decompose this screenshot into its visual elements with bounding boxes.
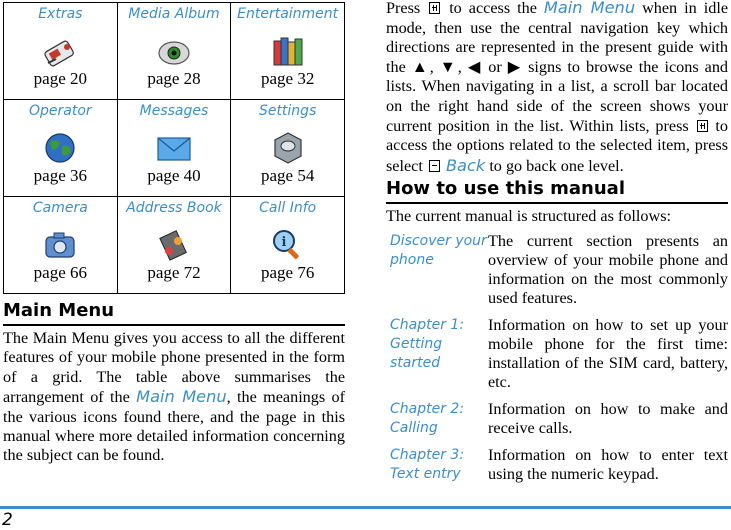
menu-key-icon bbox=[697, 120, 708, 132]
grid-cell-media-album bbox=[117, 3, 231, 100]
grid-cell-page: page 20 bbox=[33, 69, 87, 88]
paragraph-text: to go back one level. bbox=[489, 156, 624, 175]
grid-cell-settings bbox=[231, 100, 345, 197]
paragraph-text: to access the bbox=[449, 0, 537, 17]
chapter-name: Chapter 2: Calling bbox=[390, 401, 465, 436]
main-menu-link: Main Menu bbox=[543, 0, 636, 17]
grid-cell-title: Messages bbox=[139, 103, 209, 119]
grid-cell-camera bbox=[4, 197, 118, 294]
grid-cell-page: page 72 bbox=[147, 263, 201, 282]
main-menu-grid bbox=[3, 2, 345, 294]
grid-cell-page: page 54 bbox=[260, 166, 315, 185]
camera-icon bbox=[42, 227, 78, 263]
grid-cell-title: Media Album bbox=[128, 6, 220, 22]
grid-cell-title: Extras bbox=[38, 6, 83, 22]
grid-cell-page: page 32 bbox=[260, 69, 315, 88]
paragraph-text: or bbox=[488, 57, 502, 76]
grid-cell-title: Call Info bbox=[259, 200, 317, 216]
arrow-up-icon: ▲ bbox=[411, 57, 430, 76]
chapter-description: Information on how to make and receive calls. bbox=[488, 400, 728, 437]
grid-cell-page: page 40 bbox=[147, 166, 201, 185]
howto-intro: The current manual is structured as follows: bbox=[386, 207, 671, 225]
arrow-down-icon: ▼ bbox=[439, 57, 458, 76]
grid-cell-messages bbox=[117, 100, 231, 197]
grid-cell-extras bbox=[4, 3, 118, 100]
grid-cell-title: Camera bbox=[32, 200, 88, 216]
grid-cell-page: page 28 bbox=[147, 69, 201, 88]
chapter-row bbox=[386, 316, 730, 400]
back-key-icon bbox=[429, 160, 440, 172]
menu-key-icon bbox=[429, 2, 440, 14]
call-info-icon bbox=[270, 227, 306, 263]
grid-cell-page: page 36 bbox=[33, 166, 87, 185]
messages-icon bbox=[156, 130, 192, 166]
extras-icon bbox=[42, 33, 78, 69]
grid-cell-address-book bbox=[117, 197, 231, 294]
grid-cell-page: page 76 bbox=[260, 263, 315, 282]
paragraph-text: Press bbox=[386, 0, 421, 17]
navigation-paragraph: Press to access the Main Menu when in idle mode, then use the central navigation key which directions are represented in the present guide with the ▲, ▼, ◀ or ▶ signs to browse the icons and lists. When navigating in a list, a scroll bar located on the right hand side of the screen shows your current position in the list. Within lists, press to access the options related to the selected item, press select Back to go back one level. bbox=[386, 0, 729, 175]
settings-icon bbox=[270, 130, 306, 166]
page-number: 2 bbox=[2, 510, 13, 530]
operator-icon bbox=[42, 130, 78, 166]
grid-cell-operator bbox=[4, 100, 118, 197]
howto-heading: How to use this manual bbox=[386, 178, 728, 204]
chapter-description: Information on how to enter text using the numeric keypad. bbox=[488, 446, 728, 483]
grid-cell-entertainment bbox=[231, 3, 345, 100]
grid-cell-title: Operator bbox=[28, 103, 92, 119]
chapter-name: Chapter 3: Text entry bbox=[390, 447, 465, 482]
arrow-right-icon: ▶ bbox=[507, 57, 523, 76]
entertainment-icon bbox=[270, 33, 306, 69]
main-menu-paragraph bbox=[3, 329, 345, 466]
svg-text:i: i bbox=[281, 235, 287, 250]
main-menu-link: Main Menu bbox=[136, 387, 227, 407]
chapter-name: Discover your phone bbox=[390, 233, 487, 268]
grid-cell-page: page 66 bbox=[33, 263, 87, 282]
back-link: Back bbox=[445, 155, 486, 175]
media-album-icon bbox=[156, 33, 192, 69]
address-book-icon bbox=[156, 227, 192, 263]
paragraph-text: to access the options related to the selected item, press select bbox=[386, 116, 729, 175]
paragraph-text: when in idle mode, then use the central navigation key which directions are represented in the present guide with the bbox=[386, 0, 728, 76]
arrow-left-icon: ◀ bbox=[467, 57, 483, 76]
grid-cell-call-info bbox=[231, 197, 345, 294]
paragraph-text: , the meanings of the various icons found there, and the page in this manual where more detailed information concerning the subject can be found. bbox=[3, 388, 345, 465]
chapter-description: The current section presents an overview of your mobile phone and information on the most commonly used features. bbox=[488, 232, 728, 307]
grid-cell-title: Settings bbox=[258, 103, 317, 119]
chapter-name: Chapter 1: Getting started bbox=[390, 317, 465, 371]
paragraph-text: The Main Menu gives you access to all the different features of your mobile phone presented in the form of a grid. The table above summarises the arrangement of the bbox=[3, 329, 345, 407]
chapter-description: Information on how to set up your mobile phone for the first time: installation of the SIM card, battery, etc. bbox=[488, 316, 728, 391]
chapter-row bbox=[386, 400, 730, 446]
main-menu-heading: Main Menu bbox=[3, 300, 345, 326]
chapter-table bbox=[386, 232, 730, 492]
paragraph-text: signs to browse the icons and lists. When navigating in a list, a scroll bar located on the right hand side of the screen shows your current position in the list. Within lists, press bbox=[386, 57, 729, 135]
grid-cell-title: Entertainment bbox=[237, 6, 339, 22]
footer-rule bbox=[0, 506, 731, 509]
chapter-row bbox=[386, 232, 730, 316]
grid-cell-title: Address Book bbox=[126, 200, 222, 216]
chapter-row bbox=[386, 446, 730, 492]
